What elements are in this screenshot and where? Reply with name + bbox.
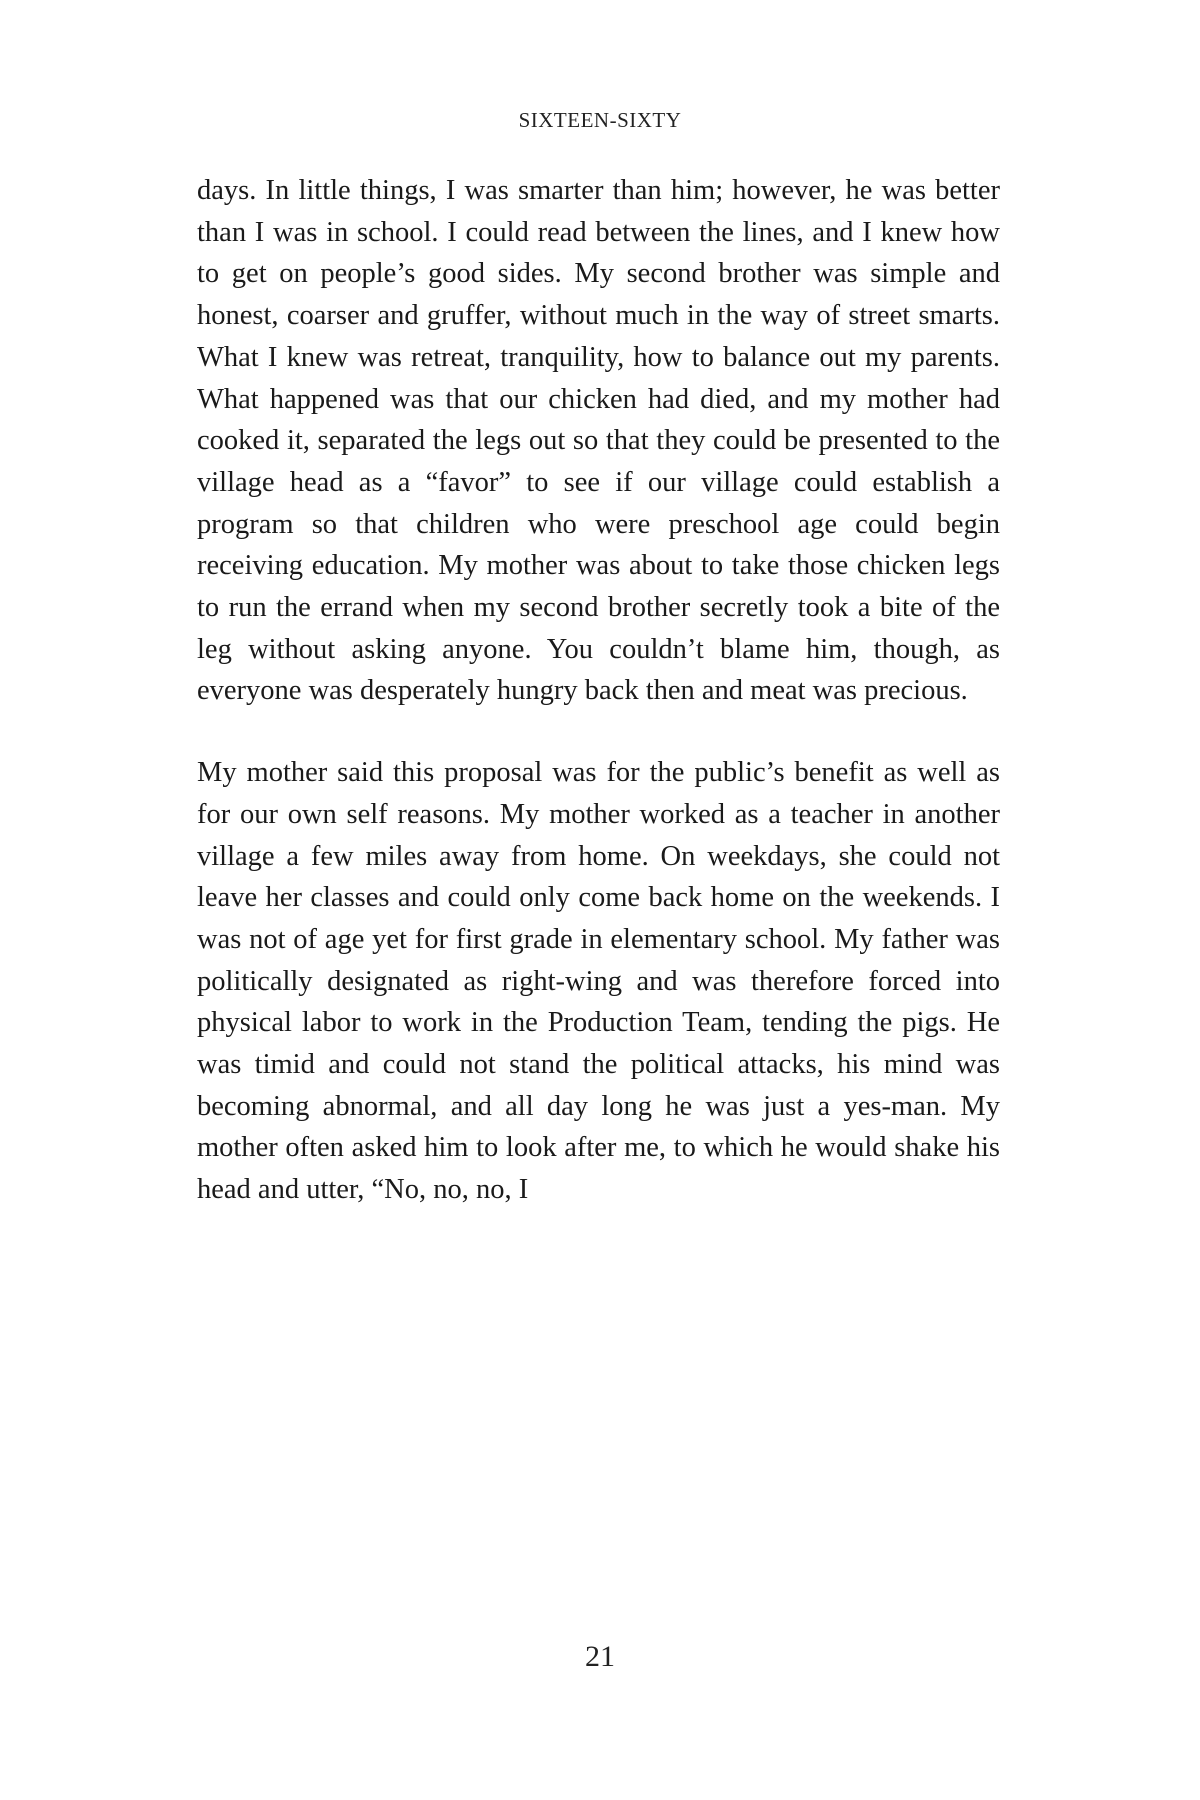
page-number: 21: [585, 1640, 615, 1673]
paragraph: days. In little things, I was smarter than him; however, he was better than I was in school. I could read between the lines, and I knew how to get on people’s good sides. My second brother was simple and honest, coarser and gruffer, without much in the way of street smarts. What I knew was retreat, tranquility, how to balance out my parents. What happened was that our chicken had died, and my mother had cooked it, separated the legs out so that they could be presented to the village head as a “favor” to see if our village could establish a program so that children who were preschool age could begin receiving education. My mother was about to take those chicken legs to run the errand when my second brother secretly took a bite of the leg without asking anyone. You couldn’t blame him, though, as everyone was desperately hungry back then and meat was precious.: [197, 175, 1000, 707]
running-head: SIXTEEN-SIXTY: [518, 108, 682, 132]
paragraph: My mother said this proposal was for the public’s benefit as well as for our own self reasons. My mother worked as a teacher in another village a few miles away from home. On weekdays, she could not leave her classes and could only come back home on the weekends. I was not of age yet for first grade in elementary school. My father was politically designated as right-wing and was therefore forced into physical labor to work in the Production Team, tending the pigs. He was timid and could not stand the political attacks, his mind was becoming abnormal, and all day long he was just a yes-man. My mother often asked him to look after me, to which he would shake his head and utter, “No, no, no, I: [197, 757, 1000, 1206]
body-text: [197, 170, 1000, 1211]
